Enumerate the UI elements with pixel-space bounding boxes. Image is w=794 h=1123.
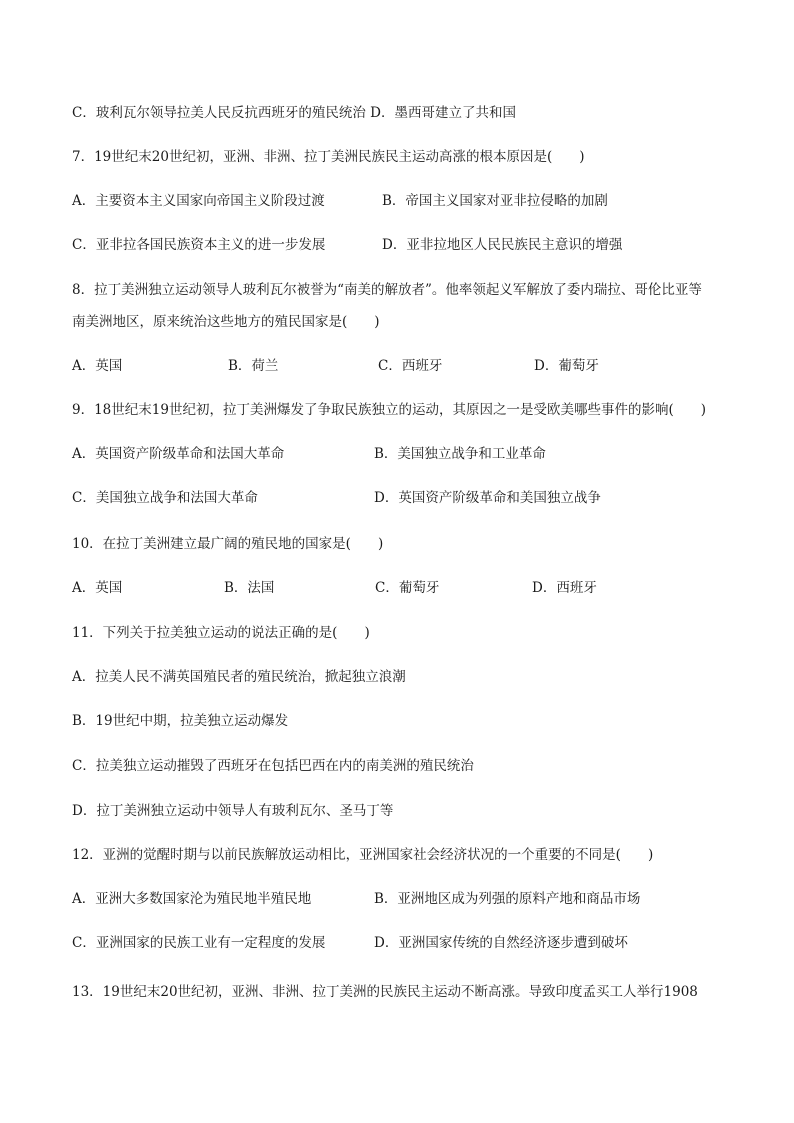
q11-option-c: C．拉美独立运动摧毁了西班牙在包括巴西在内的南美洲的殖民统治 — [72, 758, 474, 774]
q8-option-c: C．西班牙 — [378, 358, 443, 374]
q10-option-b: B．法国 — [224, 580, 275, 596]
q12-option-a: A．亚洲大多数国家沦为殖民地半殖民地 — [72, 891, 312, 907]
q7-option-d: D．亚非拉地区人民民族民主意识的增强 — [382, 237, 623, 253]
question-12: 12．亚洲的觉醒时期与以前民族解放运动相比，亚洲国家社会经济状况的一个重要的不同是( ) — [72, 847, 654, 863]
q10-option-a: A．英国 — [72, 580, 123, 596]
q11-option-b: B．19世纪中期，拉美独立运动爆发 — [72, 713, 289, 729]
q8-option-b: B．荷兰 — [228, 358, 279, 374]
question-13: 13．19世纪末20世纪初，亚洲、非洲、拉丁美洲的民族民主运动不断高涨。导致印度孟买工人举行1908 — [72, 984, 698, 1000]
question-11: 11．下列关于拉美独立运动的说法正确的是( ) — [72, 625, 370, 641]
question-7: 7．19世纪末20世纪初，亚洲、非洲、拉丁美洲民族民主运动高涨的根本原因是( ) — [72, 149, 585, 165]
q8-option-a: A．英国 — [72, 358, 123, 374]
q12-option-b: B．亚洲地区成为列强的原料产地和商品市场 — [374, 891, 641, 907]
q12-option-d: D．亚洲国家传统的自然经济逐步遭到破坏 — [374, 935, 628, 951]
question-8-line-1: 8．拉丁美洲独立运动领导人玻利瓦尔被誉为“南美的解放者”。他率领起义军解放了委内瑞拉、哥伦比亚等 — [72, 282, 702, 298]
question-9: 9．18世纪末19世纪初，拉丁美洲爆发了争取民族独立的运动，其原因之一是受欧美哪些事件的影响( ) — [72, 402, 706, 418]
q6-option-cd: C．玻利瓦尔领导拉美人民反抗西班牙的殖民统治 D．墨西哥建立了共和国 — [72, 105, 516, 121]
q7-option-b: B．帝国主义国家对亚非拉侵略的加剧 — [382, 193, 608, 209]
q10-option-c: C．葡萄牙 — [375, 580, 440, 596]
q9-option-a: A．英国资产阶级革命和法国大革命 — [72, 446, 285, 462]
q9-option-b: B．美国独立战争和工业革命 — [374, 446, 546, 462]
q7-option-c: C．亚非拉各国民族资本主义的进一步发展 — [72, 237, 326, 253]
q11-option-d: D．拉丁美洲独立运动中领导人有玻利瓦尔、圣马丁等 — [72, 803, 394, 819]
question-10: 10．在拉丁美洲建立最广阔的殖民地的国家是( ) — [72, 536, 384, 552]
q12-option-c: C．亚洲国家的民族工业有一定程度的发展 — [72, 935, 326, 951]
question-8-line-2: 南美洲地区，原来统治这些地方的殖民国家是( ) — [72, 314, 380, 330]
q8-option-d: D．葡萄牙 — [534, 358, 599, 374]
q10-option-d: D．西班牙 — [532, 580, 597, 596]
q9-option-d: D．英国资产阶级革命和美国独立战争 — [374, 490, 601, 506]
q11-option-a: A．拉美人民不满英国殖民者的殖民统治，掀起独立浪潮 — [72, 669, 406, 685]
q9-option-c: C．美国独立战争和法国大革命 — [72, 490, 258, 506]
q7-option-a: A．主要资本主义国家向帝国主义阶段过渡 — [72, 193, 325, 209]
